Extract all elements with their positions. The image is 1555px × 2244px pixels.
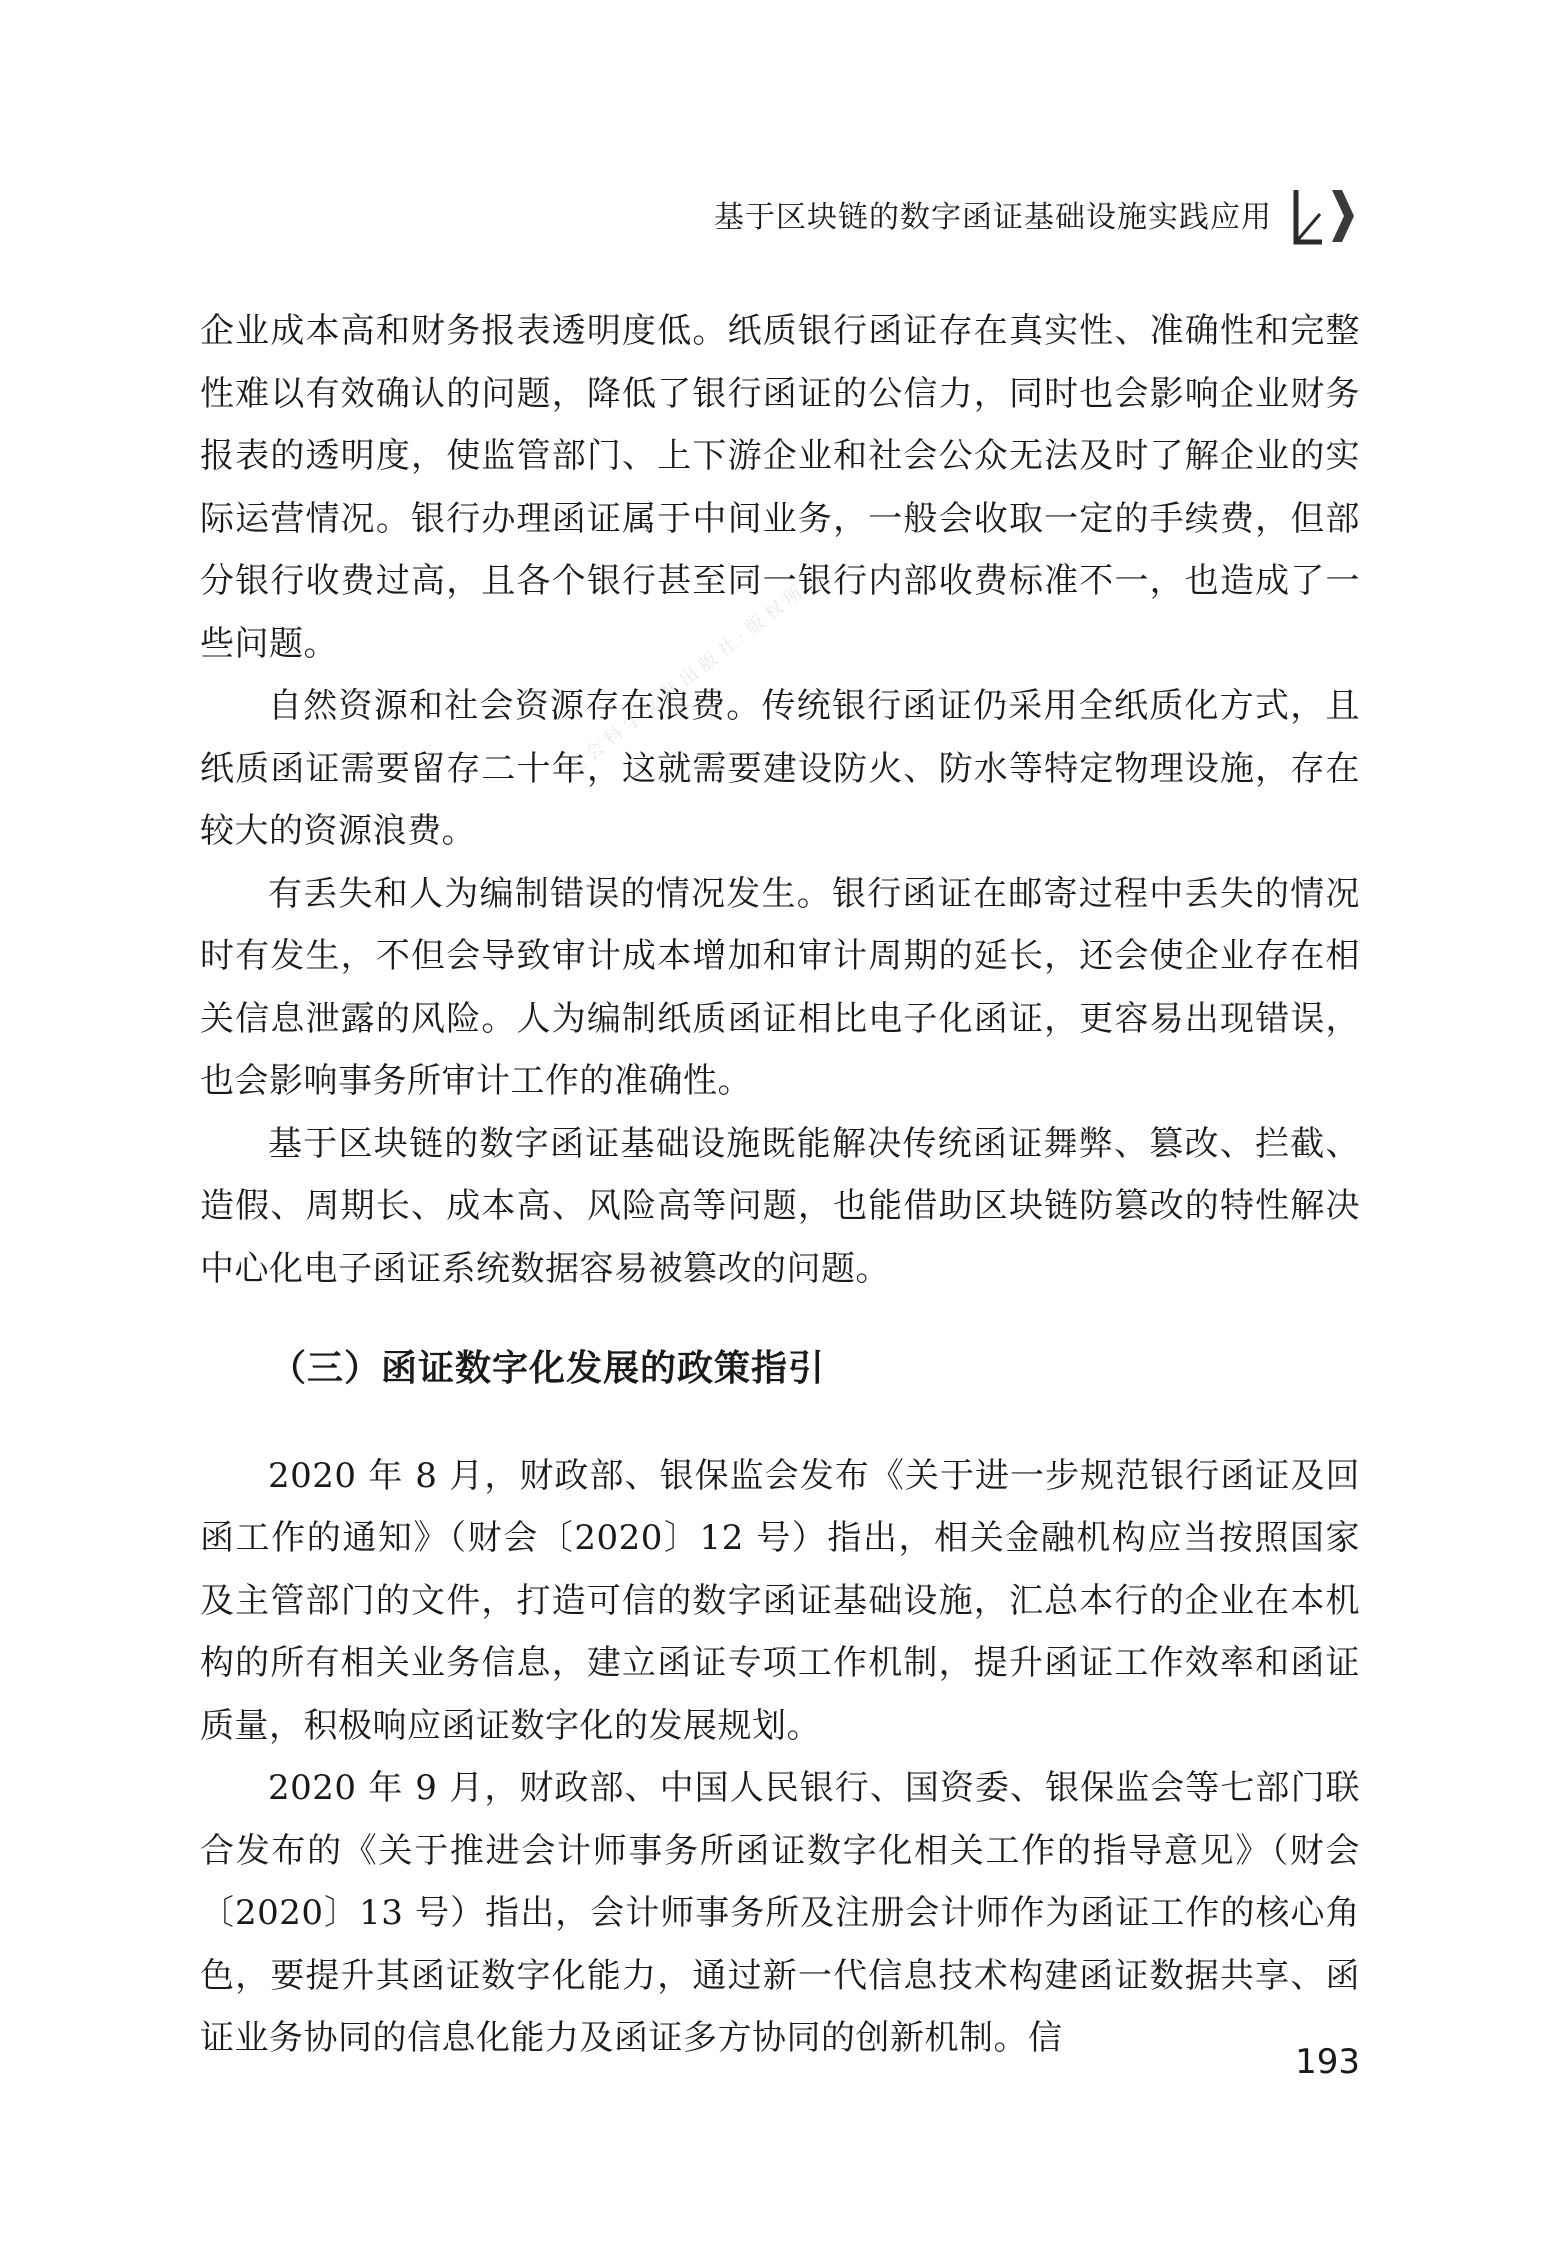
section-heading: （三）函证数字化发展的政策指引 [270,1348,826,1389]
page-body [200,300,1360,2070]
paragraph: 2020 年 9 月，财政部、中国人民银行、国资委、银保监会等七部门联合发布的《关于推进会计师事务所函证数字化相关工作的指导意见》（财会〔2020〕13 号）指出，会计师事务所及注册会计师作为函证工作的核心角色，要提升其函证数字化能力，通过新一代信息技术构建函证数据共享、函证业务协同的信息化能力及函证多方协同的创新机制。信 [200,1768,1360,2058]
running-header-title: 基于区块链的数字函证基础设施实践应用 [714,200,1272,235]
watermark-stamp: 社会科学文献出版社·版权所有 [562,563,831,780]
page-number: 193 [1295,2042,1360,2082]
paragraph: 企业成本高和财务报表透明度低。纸质银行函证存在真实性、准确性和完整性难以有效确认的问题，降低了银行函证的公信力，同时也会影响企业财务报表的透明度，使监管部门、上下游企业和社会公众无法及时了解企业的实际运营情况。银行办理函证属于中间业务，一般会收取一定的手续费，但部分银行收费过高，且各个银行甚至同一银行内部收费标准不一，也造成了一些问题。 [200,311,1360,664]
paragraph: 有丢失和人为编制错误的情况发生。银行函证在邮寄过程中丢失的情况时有发生，不但会导致审计成本增加和审计周期的延长，还会使企业存在相关信息泄露的风险。人为编制纸质函证相比电子化函证，更容易出现错误，也会影响事务所审计工作的准确性。 [200,873,1360,1101]
paragraph: 2020 年 8 月，财政部、银保监会发布《关于进一步规范银行函证及回函工作的通知》（财会〔2020〕12 号）指出，相关金融机构应当按照国家及主管部门的文件，打造可信的数字函证基础设施，汇总本行的企业在本机构的所有相关业务信息，建立函证专项工作机制，提升函证工作效率和函证质量，积极响应函证数字化的发展规划。 [200,1455,1360,1746]
paragraph: 基于区块链的数字函证基础设施既能解决传统函证舞弊、篡改、拦截、造假、周期长、成本高、风险高等问题，也能借助区块链防篡改的特性解决中心化电子函证系统数据容易被篡改的问题。 [200,1123,1360,1289]
chapter-arrow-icon [1292,184,1358,248]
paragraph: 自然资源和社会资源存在浪费。传统银行函证仍采用全纸质化方式，且纸质函证需要留存二十年，这就需要建设防火、防水等特定物理设施，存在较大的资源浪费。 [200,686,1360,851]
